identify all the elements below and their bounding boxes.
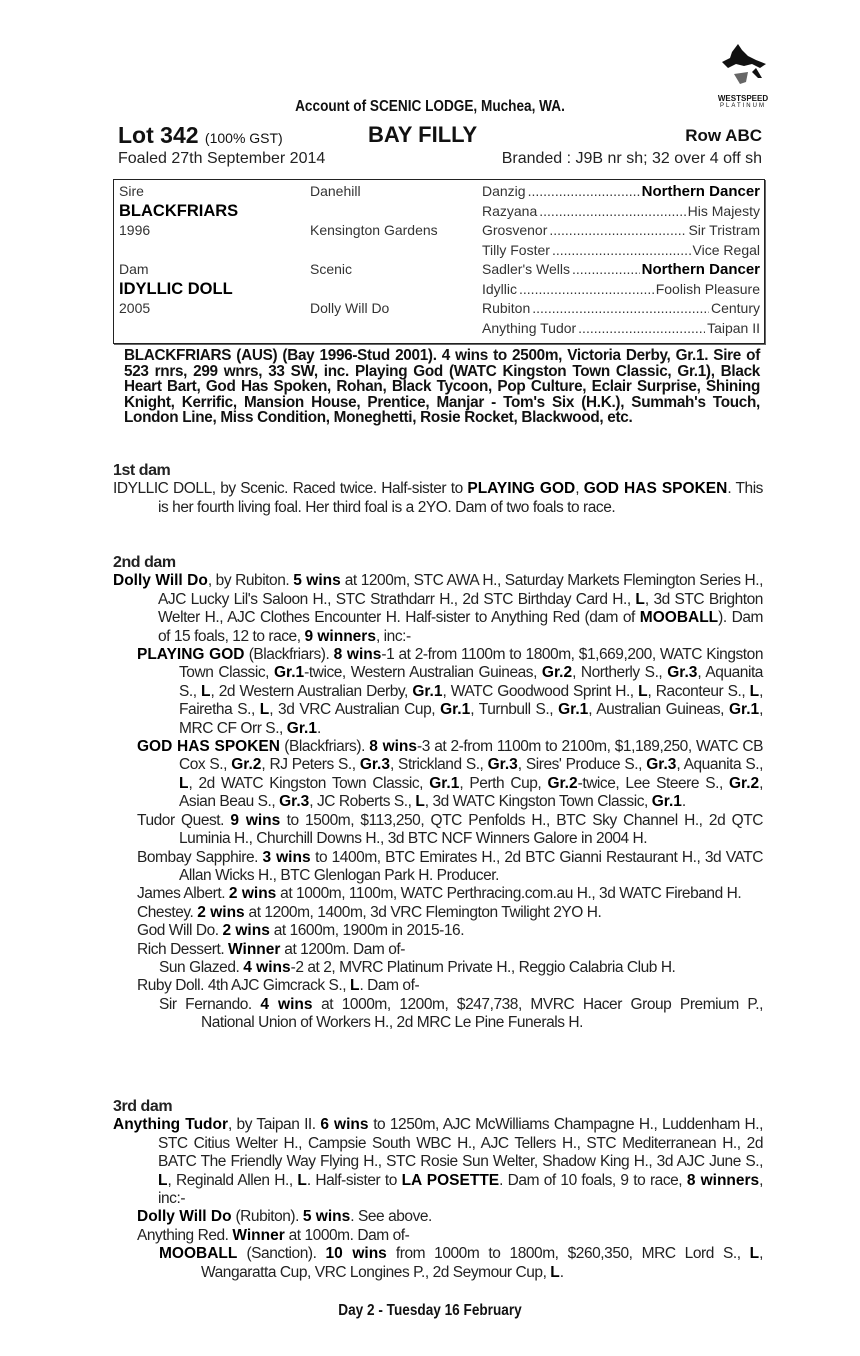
entry-text: , Reginald Allen H., xyxy=(167,1171,298,1189)
entry-text: (Rubiton). xyxy=(231,1208,303,1226)
entry-text: , inc:- xyxy=(158,1171,764,1208)
emphasis-text: L xyxy=(749,682,760,700)
entry-text: , inc:- xyxy=(375,627,411,645)
pedigree-entry xyxy=(113,904,763,922)
ancestor-name: Idyllic xyxy=(482,280,518,297)
emphasis-text: GOD HAS SPOKEN xyxy=(137,738,280,756)
dam-section xyxy=(113,1098,763,1282)
pedigree-entry xyxy=(113,922,763,940)
lot-description: BAY FILLY xyxy=(368,122,478,147)
emphasis-text: 6 wins xyxy=(320,1116,369,1134)
gst-note: (100% GST) xyxy=(204,130,283,146)
emphasis-text: LA POSETTE xyxy=(401,1171,500,1189)
pedigree-ancestor xyxy=(482,319,760,339)
emphasis-text: Winner xyxy=(228,940,281,958)
ancestor-sire: Foolish Pleasure xyxy=(655,280,760,297)
leader-dots xyxy=(578,319,705,339)
emphasis-text: L xyxy=(297,1171,307,1189)
emphasis-text: 10 wins xyxy=(325,1245,387,1263)
lot-line xyxy=(118,122,762,148)
emphasis-text: Gr.1 xyxy=(429,774,460,792)
entry-text: , Australian Guineas, xyxy=(588,701,729,719)
pedigree-table xyxy=(113,179,765,344)
section-heading: 3rd dam xyxy=(113,1098,173,1115)
emphasis-text: Gr.3 xyxy=(646,756,677,774)
vendor-account: Account of SCENIC LODGE, Muchea, WA. xyxy=(295,98,565,115)
stable-row: Row ABC xyxy=(685,126,762,145)
pedigree-entry xyxy=(113,1245,763,1282)
entry-text: (Sanction). xyxy=(237,1245,326,1263)
dam-sire: Scenic xyxy=(310,261,353,277)
emphasis-text: L xyxy=(415,793,425,811)
sire-label: Sire xyxy=(119,183,144,199)
emphasis-text: Gr.1 xyxy=(440,701,471,719)
leader-dots xyxy=(532,299,709,319)
emphasis-text: 5 wins xyxy=(302,1208,351,1226)
emphasis-text: L xyxy=(259,701,270,719)
emphasis-text: 2 wins xyxy=(228,885,277,903)
emphasis-text: L xyxy=(550,1263,560,1281)
emphasis-text: PLAYING GOD xyxy=(467,480,576,498)
entry-text: , WATC Goodwood Sprint H., xyxy=(442,682,639,700)
lot-label: Lot 342 xyxy=(118,122,199,148)
pedigree-entry xyxy=(113,1208,763,1226)
emphasis-text: 8 wins xyxy=(369,738,418,756)
ancestor-name: Sadler's Wells xyxy=(482,261,570,277)
logo-brand: WESTSPEED xyxy=(717,94,769,103)
section-heading: 2nd dam xyxy=(113,554,176,571)
entry-text: IDYLLIC DOLL, by Scenic. Raced twice. Half-sister to xyxy=(113,480,468,498)
entry-text: -2 at 2, MVRC Platinum Private H., Reggio Calabria Club H. xyxy=(290,958,676,976)
entry-text: Rich Dessert. xyxy=(137,940,229,958)
emphasis-text: L xyxy=(158,1171,168,1189)
emphasis-text: PLAYING GOD xyxy=(137,646,245,664)
lot-number xyxy=(118,122,283,149)
pedigree-ancestor xyxy=(482,280,760,300)
leader-dots xyxy=(572,260,640,280)
leader-dots xyxy=(549,221,686,241)
entry-text: , Strickland S., xyxy=(390,756,488,774)
pedigree-entry xyxy=(113,996,763,1033)
page-footer: Day 2 - Tuesday 16 February xyxy=(338,1302,522,1319)
pedigree-entry xyxy=(113,480,763,517)
section-heading: 1st dam xyxy=(113,462,171,479)
dam-year: 2005 xyxy=(119,300,151,316)
emphasis-text: Gr.1 xyxy=(728,701,760,719)
entry-text: , xyxy=(575,480,584,498)
emphasis-text: 3 wins xyxy=(262,848,311,866)
sire-name: BLACKFRIARS xyxy=(119,202,239,220)
emphasis-text: GOD HAS SPOKEN xyxy=(583,480,728,498)
entry-text: to 1250m, AJC McWilliams Champagne H., Luddenham H., STC Citius Welter H., Campsie South WBC H., AJC Tellers H., STC Mediterranean H., 2d BATC The Friendly Way Flying H., STC Rosie Sun Welter, Shadow King H., 3d AJC June S., xyxy=(158,1116,763,1171)
pedigree-entry xyxy=(113,812,763,849)
entry-text: , 2d Western Australian Derby, xyxy=(210,682,413,700)
pedigree-ancestor xyxy=(482,241,760,261)
emphasis-text: 4 wins xyxy=(243,958,291,976)
emphasis-text: Gr.2 xyxy=(231,756,262,774)
entry-text: , RJ Peters S., xyxy=(261,756,360,774)
emphasis-text: 8 winners xyxy=(686,1171,760,1189)
entry-text: (Blackfriars). xyxy=(244,646,334,664)
logo-sub: PLATINUM xyxy=(720,103,766,109)
entry-text: . Dam of- xyxy=(359,977,420,995)
entry-text: James Albert. xyxy=(137,885,229,903)
emphasis-text: Gr.1 xyxy=(651,793,682,811)
ancestor-sire: Northern Dancer xyxy=(641,183,760,200)
entry-text: , Sires' Produce S., xyxy=(517,756,647,774)
entry-text: at 1200m. Dam of- xyxy=(280,940,405,958)
entry-text: , Fairetha S., xyxy=(179,682,763,719)
emphasis-text: L xyxy=(201,682,211,700)
emphasis-text: 9 wins xyxy=(230,811,281,829)
entry-text: at 1200m, STC AWA H., Saturday Markets Flemington Series H., AJC Lucky Lil's Saloon H., STC Strathdarr H., 2d STC Birthday Card H., xyxy=(158,572,763,608)
dam-section xyxy=(113,554,763,1033)
entry-text: . Half-sister to xyxy=(306,1171,402,1189)
pedigree-entry xyxy=(113,572,763,646)
entry-text: , 3d WATC Kingston Town Classic, xyxy=(424,793,652,811)
emphasis-text: 4 wins xyxy=(260,995,313,1013)
dam-label: Dam xyxy=(119,261,149,277)
emphasis-text: 9 winners xyxy=(304,627,376,645)
sire-summary: BLACKFRIARS (AUS) (Bay 1996-Stud 2001). 4 wins to 2500m, Victoria Derby, Gr.1. Sire of 523 rnrs, 299 wnrs, 33 SW, inc. Playing God (WATC Kingston Town Classic, Gr.1), Black Heart Bart, God Has Spoken, Rohan, Black Tycoon, Pop Culture, Eclair Surprise, Shining Knight, Kerrific, Mansion House, Prentice, Manjar - Tom's Six (H.K.), Summah's Touch, London Line, Miss Condition, Moneghetti, Rosie Rocket, Blackwood, etc. xyxy=(124,347,760,427)
entry-text: at 1600m, 1900m in 2015-16. xyxy=(269,922,465,940)
ancestor-name: Tilly Foster xyxy=(482,241,550,258)
sire-dam: Kensington Gardens xyxy=(310,222,438,238)
entry-text: , Turnbull S., xyxy=(470,701,559,719)
pedigree-entry xyxy=(113,1116,763,1208)
emphasis-text: L xyxy=(749,1245,760,1263)
ancestor-sire: Sir Tristram xyxy=(688,222,760,238)
entry-text: -3 at 2-from 1100m to 2100m, $1,189,250, WATC CB Cox S., xyxy=(179,738,763,774)
entry-text: Sir Fernando. xyxy=(159,995,261,1013)
entry-text: . xyxy=(316,719,321,737)
emphasis-text: Gr.2 xyxy=(541,664,573,682)
pedigree-ancestor xyxy=(482,299,760,319)
emphasis-text: L xyxy=(179,774,189,792)
pedigree-ancestor xyxy=(482,202,760,222)
pedigree-ancestor xyxy=(482,221,760,241)
emphasis-text: Gr.3 xyxy=(487,756,518,774)
entry-text: , MRC CF Orr S., xyxy=(179,701,764,737)
entry-text: at 1200m, 1400m, 3d VRC Flemington Twilight 2YO H. xyxy=(244,903,602,921)
leader-dots xyxy=(528,182,640,202)
sire-sire: Danehill xyxy=(310,183,361,199)
pedigree-entry xyxy=(113,646,763,738)
pedigree-entry xyxy=(113,849,763,886)
emphasis-text: Dolly Will Do xyxy=(113,572,208,590)
entry-text: to 1400m, BTC Emirates H., 2d BTC Gianni Restaurant H., 3d VATC Allan Wicks H., BTC Glenlogan Park H. Producer. xyxy=(179,848,763,884)
entry-text: . xyxy=(559,1263,564,1281)
ancestor-sire: Taipan II xyxy=(707,319,760,336)
emphasis-text: Gr.3 xyxy=(667,664,698,682)
entry-text: , 2d WATC Kingston Town Classic, xyxy=(188,774,430,792)
entry-text: at 1000m, 1100m, WATC Perthracing.com.au H., 3d WATC Fireband H. xyxy=(276,885,742,903)
emphasis-text: Winner xyxy=(232,1226,285,1244)
entry-text: ). Dam of 15 foals, 12 to race, xyxy=(158,609,763,645)
entry-text: Bombay Sapphire. xyxy=(137,848,263,866)
entry-text: . Dam of 10 foals, 9 to race, xyxy=(499,1171,687,1189)
entry-text: Chestey. xyxy=(137,903,198,921)
ancestor-name: Grosvenor xyxy=(482,222,548,238)
emphasis-text: Anything Tudor xyxy=(113,1116,229,1134)
entry-text: -twice, Western Australian Guineas, xyxy=(304,664,542,682)
horse-logo-icon xyxy=(718,42,768,90)
ancestor-sire: Century xyxy=(710,300,760,316)
emphasis-text: 2 wins xyxy=(197,903,245,921)
entry-text: to 1500m, $113,250, QTC Penfolds H., BTC Sky Channel H., 2d QTC Luminia H., Churchill Downs H., 3d BTC NCF Winners Galore in 2004 H. xyxy=(179,811,763,848)
entry-text: , Asian Beau S., xyxy=(179,774,764,811)
leader-dots xyxy=(552,241,691,261)
sire-year: 1996 xyxy=(119,222,151,238)
pedigree-entry xyxy=(113,977,763,995)
emphasis-text: MOOBALL xyxy=(639,609,719,627)
leader-dots xyxy=(539,202,685,222)
emphasis-text: Gr.3 xyxy=(359,756,390,774)
foaled-date: Foaled 27th September 2014 xyxy=(118,150,326,167)
emphasis-text: Dolly Will Do xyxy=(137,1208,232,1226)
emphasis-text: L xyxy=(635,590,645,608)
ancestor-sire: Northern Dancer xyxy=(641,261,760,278)
entry-text: . See above. xyxy=(350,1208,432,1226)
entry-text: at 1000m, 1200m, $247,738, MVRC Hacer Group Premium P., National Union of Workers H., 2d MRC Le Pine Funerals H. xyxy=(201,995,763,1032)
ancestor-sire: His Majesty xyxy=(687,202,760,219)
entry-text: -1 at 2-from 1100m to 1800m, $1,669,200, WATC Kingston Town Classic, xyxy=(179,646,763,682)
emphasis-text: L xyxy=(638,682,648,700)
entry-text: , Aquanita S., xyxy=(179,664,763,700)
entry-text: (Blackfriars). xyxy=(279,738,370,756)
entry-text: , Perth Cup, xyxy=(459,774,548,792)
entry-text: , 3d VRC Australian Cup, xyxy=(269,701,441,719)
entry-text: God Will Do. xyxy=(137,922,223,940)
entry-text: , by Taipan II. xyxy=(228,1116,321,1134)
emphasis-text: Gr.2 xyxy=(547,774,578,792)
entry-text: , 3d STC Brighton Welter H., AJC Clothes Encounter H. Half-sister to Anything Red (dam of xyxy=(158,590,763,627)
emphasis-text: 8 wins xyxy=(333,646,382,664)
entry-text: Anything Red. xyxy=(137,1226,233,1244)
emphasis-text: Gr.1 xyxy=(273,664,305,682)
dam-section xyxy=(113,462,763,517)
entry-text: . xyxy=(681,793,686,811)
emphasis-text: Gr.1 xyxy=(412,682,443,700)
ancestor-name: Danzig xyxy=(482,183,526,199)
entry-text: Ruby Doll. 4th AJC Gimcrack S., xyxy=(137,977,350,995)
emphasis-text: Gr.1 xyxy=(286,719,317,737)
entry-text: Tudor Quest. xyxy=(137,811,231,829)
entry-text: at 1000m. Dam of- xyxy=(284,1226,410,1244)
emphasis-text: 2 wins xyxy=(222,922,270,940)
entry-text: , Northerly S., xyxy=(572,664,668,682)
entry-text: , Raconteur S., xyxy=(647,682,750,700)
emphasis-text: L xyxy=(350,977,360,995)
pedigree-entry xyxy=(113,738,763,812)
ancestor-name: Razyana xyxy=(482,202,538,219)
dam-name: IDYLLIC DOLL xyxy=(119,280,233,298)
emphasis-text: MOOBALL xyxy=(159,1245,238,1263)
entry-text: , JC Roberts S., xyxy=(309,793,416,811)
pedigree-ancestor xyxy=(482,260,760,280)
emphasis-text: 5 wins xyxy=(293,572,341,590)
entry-text: , by Rubiton. xyxy=(207,572,294,590)
leader-dots xyxy=(519,280,654,300)
entry-text: . This is her fourth living foal. Her third foal is a 2YO. Dam of two foals to race. xyxy=(158,480,763,516)
ancestor-sire: Vice Regal xyxy=(692,241,760,258)
pedigree-entry xyxy=(113,959,763,977)
emphasis-text: Gr.2 xyxy=(728,774,760,792)
entry-text: , Aquanita S., xyxy=(676,756,764,774)
ancestor-name: Anything Tudor xyxy=(482,319,577,336)
emphasis-text: Gr.3 xyxy=(279,793,310,811)
pedigree-entry xyxy=(113,1227,763,1245)
entry-text: Sun Glazed. xyxy=(159,958,244,976)
emphasis-text: Gr.1 xyxy=(558,701,589,719)
entry-text: from 1000m to 1800m, $260,350, MRC Lord S., xyxy=(386,1245,750,1263)
pedigree-entry xyxy=(113,941,763,959)
pedigree-ancestor xyxy=(482,182,760,202)
ancestor-name: Rubiton xyxy=(482,300,531,316)
dam-dam: Dolly Will Do xyxy=(310,300,390,316)
entry-text: , Wangaratta Cup, VRC Longines P., 2d Seymour Cup, xyxy=(201,1245,763,1281)
pedigree-entry xyxy=(113,885,763,903)
brand-marks: Branded : J9B nr sh; 32 over 4 off sh xyxy=(501,150,762,167)
entry-text: -twice, Lee Steere S., xyxy=(577,774,729,792)
